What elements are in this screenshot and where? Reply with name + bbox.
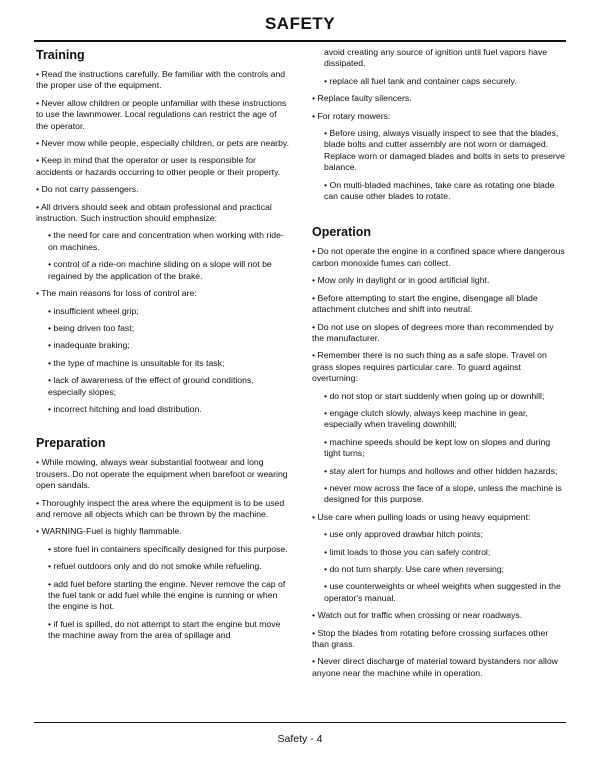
training-item: • Never mow while people, especially children, or pets are nearby. [36,138,290,149]
preparation-item: • Replace faulty silencers. [312,93,412,104]
preparation-subitem: • store fuel in containers specifically designed for this purpose. [48,543,288,554]
operation-subitem: • limit loads to those you can safely control; [324,546,491,557]
operation-subitem: • do not turn sharply. Use care when reversing; [324,564,505,574]
preparation-item: • While mowing, always wear substantial footwear and long trousers. Do not operate the equipment when barefoot or wearing open sandals. [36,457,288,491]
operation-subitem: • do not stop or start suddenly when going up or downhill; [324,390,545,401]
training-heading: Training [36,48,85,62]
section-spacer [36,421,290,435]
header-divider [34,40,566,42]
operation-item: • Do not operate the engine in a confined space where dangerous carbon monoxide fumes can collect. [312,246,565,268]
operation-subitem: • use only approved drawbar hitch points; [324,529,484,540]
preparation-subitem: • On multi-bladed machines, take care as rotating one blade can cause other blades to rotate. [324,179,555,202]
operation-heading: Operation [312,225,372,240]
operation-subitem: • use counterweights or wheel weights when suggested in the operator's manual. [324,581,561,603]
training-subitem: • lack of awareness of the effect of ground conditions, especially slopes; [48,375,254,397]
section-spacer [312,208,566,224]
operation-item: • Mow only in daylight or in good artificial light. [312,275,490,286]
operation-subitem: • engage clutch slowly, always keep machine in gear, especially when traveling downhill; [324,407,528,430]
operation-item: • Stop the blades from rotating before crossing surfaces other than grass. [312,627,549,650]
operation-item: • Before attempting to start the engine, disengage all blade attachment clutches and shift into neutral. [312,292,538,315]
training-item: • All drivers should seek and obtain professional and practical instruction. Such instruction should emphasize: [36,201,272,224]
preparation-subitem: • if fuel is spilled, do not attempt to start the engine but move the machine away from the area of spillage and [48,618,281,641]
preparation-subitem: • replace all fuel tank and container caps securely. [324,75,517,86]
page-footer: Safety - 4 [277,733,323,745]
continued-text: avoid creating any source of ignition until fuel vapors have dissipated. [324,47,548,69]
operation-subitem: • never mow across the face of a slope, unless the machine is designed for this purpose. [324,482,562,505]
preparation-subitem: • add fuel before starting the engine. Never remove the cap of the fuel tank or add fuel while the engine is running or when the engine is hot. [48,578,286,612]
training-item: • Never allow children or people unfamiliar with these instructions to use the lawnmower. Local regulations can restrict the age of the operator. [36,97,287,131]
operation-item: • Never direct discharge of material toward bystanders nor allow anyone near the machine while in operation. [312,656,558,678]
preparation-item: • WARNING-Fuel is highly flammable. [36,526,182,537]
training-subitem: • the type of machine is unsuitable for its task; [48,357,225,368]
training-subitem: • incorrect hitching and load distribution. [48,403,202,414]
training-item: • The main reasons for loss of control are: [36,288,197,299]
footer-divider [34,722,566,723]
preparation-subitem: • Before using, always visually inspect to see that the blades, blade bolts and cutter assembly are not worn or damaged. Replace worn or damaged blades and bolts in sets to preserve balance. [324,128,565,173]
operation-item: • Watch out for traffic when crossing or near roadways. [312,610,523,621]
preparation-item: • Thoroughly inspect the area where the equipment is to be used and remove all objects which can be thrown by the machine. [36,497,285,519]
operation-item: • Remember there is no such thing as a safe slope. Travel on grass slopes requires particular care. To guard against overturning: [312,350,547,384]
training-item: • Do not carry passengers. [36,184,139,195]
page-title: SAFETY [264,14,336,33]
training-subitem: • inadequate braking; [48,340,130,351]
operation-item: • Do not use on slopes of degrees more than recommended by the manufacturer. [312,321,554,343]
preparation-heading: Preparation [36,436,106,451]
right-column [312,47,566,685]
left-column [36,47,290,648]
operation-subitem: • machine speeds should be kept low on slopes and during tight turns; [324,436,551,459]
operation-subitem: • stay alert for humps and hollows and other hidden hazards; [324,465,558,476]
training-subitem: • being driven too fast; [48,322,135,333]
training-subitem: • the need for care and concentration when working with ride-on machines. [48,230,284,252]
operation-item: • Use care when pulling loads or using heavy equipment: [312,511,531,522]
preparation-item: • For rotary mowers: [312,110,391,121]
training-subitem: • insufficient wheel grip; [48,305,139,316]
training-item: • Keep in mind that the operator or user is responsible for accidents or hazards occurring to other people or their property. [36,155,281,177]
training-item: • Read the instructions carefully. Be familiar with the controls and the proper use of the equipment. [36,69,286,91]
training-subitem: • control of a ride-on machine sliding on a slope will not be regained by the application of the brake. [48,259,272,281]
preparation-subitem: • refuel outdoors only and do not smoke while refueling. [48,561,262,572]
